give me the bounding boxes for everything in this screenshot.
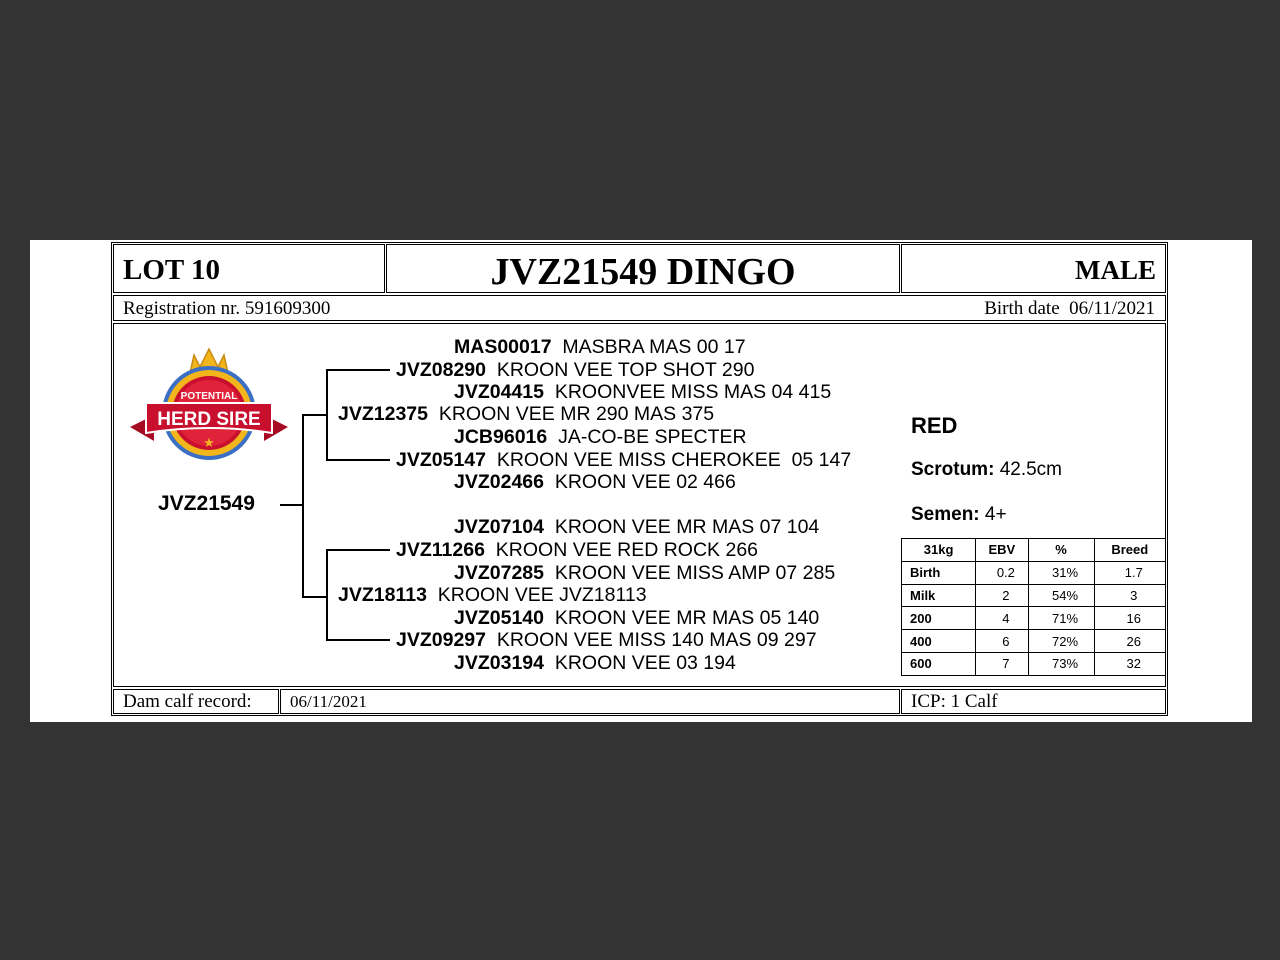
pedigree-dam-sire: JVZ11266 KROON VEE RED ROCK 266 bbox=[396, 539, 759, 561]
ebv-table bbox=[901, 538, 1166, 676]
ebv-cell: 6 bbox=[976, 630, 1028, 653]
pedigree-sire: JVZ12375 KROON VEE MR 290 MAS 375 bbox=[338, 403, 715, 425]
coat-color: RED bbox=[911, 413, 958, 438]
ebv-row bbox=[902, 584, 1166, 607]
ebv-cell: 3 bbox=[1094, 584, 1165, 607]
dam-calf-label: Dam calf record: bbox=[123, 691, 252, 712]
line-parents-vertical bbox=[302, 414, 304, 598]
dam-calf-value-box bbox=[280, 689, 900, 714]
icp-value: ICP: 1 Calf bbox=[911, 691, 998, 712]
ebv-cell: 32 bbox=[1094, 652, 1165, 675]
ebv-cell: Birth bbox=[902, 561, 976, 584]
pedigree-sire-dam-sire: JCB96016 JA-CO-BE SPECTER bbox=[454, 426, 747, 448]
ebv-cell: 16 bbox=[1094, 607, 1165, 630]
ebv-header: Breed bbox=[1094, 539, 1165, 562]
pedigree-sire-sire-dam: JVZ04415 KROONVEE MISS MAS 04 415 bbox=[454, 381, 832, 403]
ebv-cell: 71% bbox=[1028, 607, 1094, 630]
line-to-dam-sire bbox=[326, 549, 390, 551]
ebv-cell: 400 bbox=[902, 630, 976, 653]
ebv-row bbox=[902, 607, 1166, 630]
line-animal bbox=[280, 504, 304, 506]
dam-calf-value: 06/11/2021 bbox=[290, 692, 367, 711]
registration-row bbox=[113, 295, 1166, 321]
birth-date bbox=[984, 298, 1155, 320]
ebv-cell: 1.7 bbox=[1094, 561, 1165, 584]
pedigree-sire-dam-dam: JVZ02466 KROON VEE 02 466 bbox=[454, 471, 736, 493]
animal-title: JVZ21549 DINGO bbox=[490, 251, 796, 293]
birth-date-label: Birth date bbox=[984, 298, 1060, 319]
pedigree-sire-sire: JVZ08290 KROON VEE TOP SHOT 290 bbox=[396, 359, 755, 381]
ebv-cell: Milk bbox=[902, 584, 976, 607]
pedigree-dam-dam-dam: JVZ03194 KROON VEE 03 194 bbox=[454, 652, 736, 674]
ebv-header-row bbox=[902, 539, 1166, 562]
title-box bbox=[386, 244, 900, 293]
ebv-cell: 31% bbox=[1028, 561, 1094, 584]
pedigree-sire-sire-sire: MAS00017 MASBRA MAS 00 17 bbox=[454, 336, 746, 358]
ebv-cell: 2 bbox=[976, 584, 1028, 607]
ebv-header: EBV bbox=[976, 539, 1028, 562]
ebv-cell: 73% bbox=[1028, 652, 1094, 675]
lot-box bbox=[113, 244, 385, 293]
icp-box bbox=[901, 689, 1166, 714]
birth-date-value: 06/11/2021 bbox=[1069, 298, 1155, 319]
ebv-cell: 7 bbox=[976, 652, 1028, 675]
sex-box bbox=[901, 244, 1166, 293]
dam-calf-label-box bbox=[113, 689, 279, 714]
badge-main-text: HERD SIRE bbox=[157, 409, 261, 430]
ebv-cell: 54% bbox=[1028, 584, 1094, 607]
registration-number: Registration nr. 591609300 bbox=[123, 298, 331, 319]
line-sire-vertical bbox=[326, 369, 328, 461]
sex-label: MALE bbox=[1075, 255, 1156, 285]
pedigree-dam-sire-sire: JVZ07104 KROON VEE MR MAS 07 104 bbox=[454, 516, 820, 538]
ebv-row bbox=[902, 561, 1166, 584]
ebv-cell: 200 bbox=[902, 607, 976, 630]
ebv-cell: 72% bbox=[1028, 630, 1094, 653]
semen-grade: Semen: 4+ bbox=[911, 504, 1007, 525]
ebv-cell: 26 bbox=[1094, 630, 1165, 653]
ebv-header: % bbox=[1028, 539, 1094, 562]
ebv-cell: 4 bbox=[976, 607, 1028, 630]
line-to-sire-dam bbox=[326, 459, 390, 461]
line-to-sire bbox=[302, 414, 326, 416]
ebv-cell: 600 bbox=[902, 652, 976, 675]
herd-sire-badge-icon bbox=[128, 345, 290, 467]
pedigree-animal: JVZ21549 bbox=[158, 492, 255, 515]
line-to-sire-sire bbox=[326, 369, 390, 371]
lot-number: LOT 10 bbox=[123, 254, 220, 286]
ebv-header: 31kg bbox=[902, 539, 976, 562]
line-to-dam bbox=[302, 596, 326, 598]
ebv-row bbox=[902, 630, 1166, 653]
badge-top-text: POTENTIAL bbox=[180, 391, 238, 402]
ebv-cell: 0.2 bbox=[976, 561, 1028, 584]
line-dam-vertical bbox=[326, 549, 328, 641]
pedigree-sire-dam: JVZ05147 KROON VEE MISS CHEROKEE 05 147 bbox=[396, 449, 852, 471]
pedigree-dam-dam-sire: JVZ05140 KROON VEE MR MAS 05 140 bbox=[454, 607, 820, 629]
pedigree-dam: JVZ18113 KROON VEE JVZ18113 bbox=[338, 584, 647, 606]
svg-text:★: ★ bbox=[203, 436, 215, 451]
ebv-row bbox=[902, 652, 1166, 675]
line-to-dam-dam bbox=[326, 639, 390, 641]
pedigree-dam-dam: JVZ09297 KROON VEE MISS 140 MAS 09 297 bbox=[396, 629, 817, 651]
scrotum-measure: Scrotum: 42.5cm bbox=[911, 459, 1062, 480]
pedigree-dam-sire-dam: JVZ07285 KROON VEE MISS AMP 07 285 bbox=[454, 562, 836, 584]
